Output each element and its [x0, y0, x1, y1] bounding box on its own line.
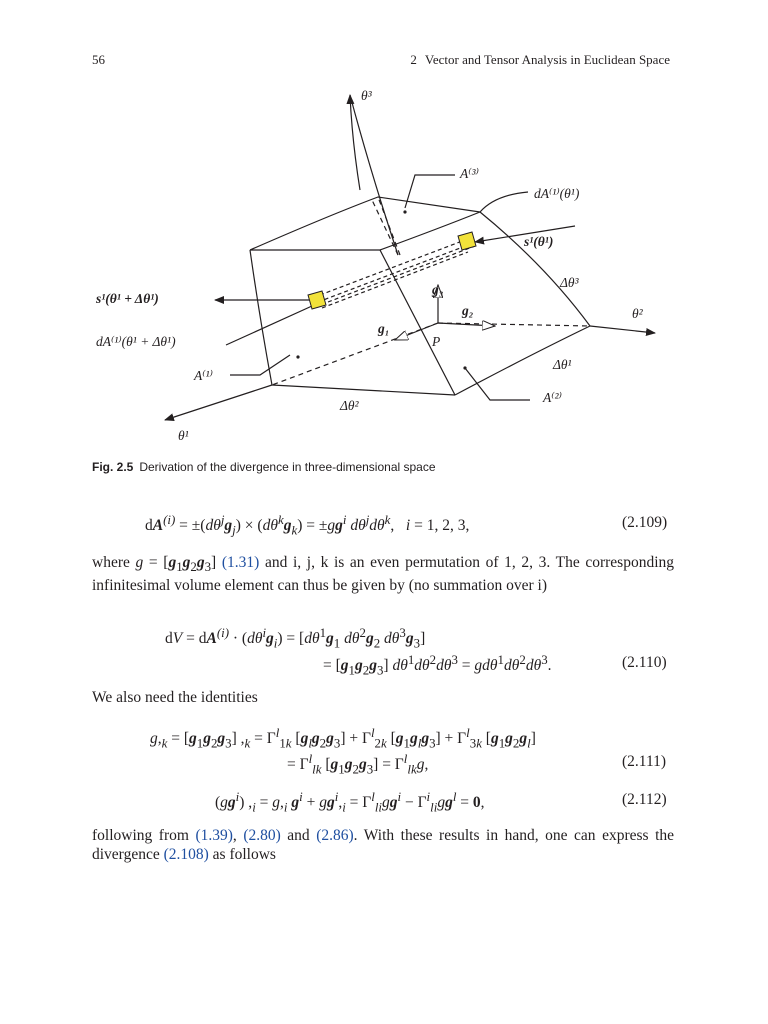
chapter-number: 2 — [410, 52, 417, 67]
equation-number-2-109: (2.109) — [622, 514, 668, 531]
equation-2-110-line2: = $[g_1g_2g_3] d\theta^1d\theta^2d\theta^3 = gd\theta^1d\theta^2d\theta^3$. — [323, 652, 552, 678]
running-header — [410, 52, 670, 68]
equation-number-2-110: (2.110) — [622, 654, 667, 671]
label-A2: A⁽²⁾ — [543, 390, 562, 405]
label-A1: A⁽¹⁾ — [194, 368, 213, 383]
paragraph-1: where $g = [g_1g_2g_3]$ (1.31) and i, j, k is an even permutation of 1, 2, 3. The corresponding infinitesimal volume element can thus be given by (no summation over i) — [92, 554, 675, 595]
front-vertical-edge — [380, 250, 455, 395]
label-delta-theta2: Δθ² — [340, 398, 359, 413]
p3-start: following from — [92, 827, 189, 844]
ref-1-31[interactable]: (1.31) — [221, 554, 260, 571]
theta3-axis-dashed — [372, 200, 398, 255]
equation-2-112: $(gg^i) ,_i = g,_i$ $g^i + gg^i,_i = \Gamma^l_{li}gg^i - \Gamma^i_{li}gg^l = 0$, — [215, 789, 485, 815]
page-number: 56 — [92, 52, 105, 67]
divergence-figure — [0, 80, 768, 450]
equation-2-111-line2: = $\Gamma^l_{lk}$ $[g_1g_2g_3] = \Gamma^l_{lk}g$, — [287, 751, 429, 777]
equation-2-109: $dA^{(i)} = \pm(d\theta^jg_j) \times (d\theta^kg_k) = \pm gg^i$ $d\theta^jd\theta^k$, i = 1, 2, 3, — [145, 512, 470, 538]
bottom-edge — [272, 385, 455, 395]
right-face-edge — [480, 212, 590, 326]
top-face-edge-back — [250, 197, 480, 250]
label-s1-theta1-plus: s¹(θ¹ + Δθ¹) — [96, 291, 159, 306]
p3-end: as follows — [212, 846, 276, 863]
label-theta3: θ³ — [361, 88, 372, 103]
equation-2-110-line1: dV = $dA^{(i)} \cdot (d\theta^ig_i) = [d\theta^1g_1$ $d\theta^2g_2$ $d\theta^3g_3$] — [165, 625, 426, 651]
equation-number-2-111: (2.111) — [622, 753, 667, 770]
p3-middle: . With these results in hand, one can express the divergence — [92, 827, 675, 863]
label-dA1-theta1: dA⁽¹⁾(θ¹) — [534, 186, 580, 201]
ref-2-80[interactable]: (2.80) — [243, 827, 281, 844]
p1-rest: and i, j, k is an even permutation of 1, 2, 3. The corresponding infinitesimal volume element can thus be given by (no summation over i) — [92, 554, 675, 595]
caption-text: Derivation of the divergence in three-dimensional space — [139, 460, 436, 474]
figure-caption — [92, 460, 436, 474]
equation-2-111-line1: $g,_k = [g_1g_2g_3] ,_k = \Gamma^l_{1k}$ $[g_lg_2g_3] + \Gamma^l_{2k}$ $[g_1g_lg_3] + \Gamma^l_{3k}$ $[g_1g_2g_l]$ — [150, 725, 536, 751]
top-face-edge-front — [250, 212, 480, 250]
caption-label: Fig. 2.5 — [92, 460, 134, 474]
label-dA1-theta1-plus: dA⁽¹⁾(θ¹ + Δθ¹) — [96, 334, 176, 349]
label-delta-theta3: Δθ³ — [560, 275, 579, 290]
patch-theta1 — [458, 232, 476, 250]
ref-1-39[interactable]: (1.39) — [195, 827, 233, 844]
ref-2-86[interactable]: (2.86) — [316, 827, 354, 844]
ref-2-108[interactable]: (2.108) — [163, 846, 209, 863]
label-g2: g₂ — [462, 303, 474, 318]
p1-start: where — [92, 554, 130, 571]
chapter-title: Vector and Tensor Analysis in Euclidean Space — [424, 52, 670, 67]
label-A3: A⁽³⁾ — [460, 166, 479, 181]
label-g3: g₃ — [432, 282, 444, 297]
label-theta1: θ¹ — [178, 428, 189, 443]
label-theta2: θ² — [632, 306, 643, 321]
label-delta-theta1: Δθ¹ — [553, 357, 572, 372]
paragraph-3: following from (1.39), (2.80) and (2.86). With these results in hand, one can express the divergence (2.108) as follows — [92, 827, 675, 863]
left-face-front-edge — [250, 250, 272, 385]
equation-number-2-112: (2.112) — [622, 791, 667, 808]
label-s1-theta1: s¹(θ¹) — [524, 234, 554, 249]
paragraph-2: We also need the identities — [92, 689, 258, 706]
label-g1: g₁ — [378, 321, 390, 336]
label-P: P — [432, 334, 441, 349]
